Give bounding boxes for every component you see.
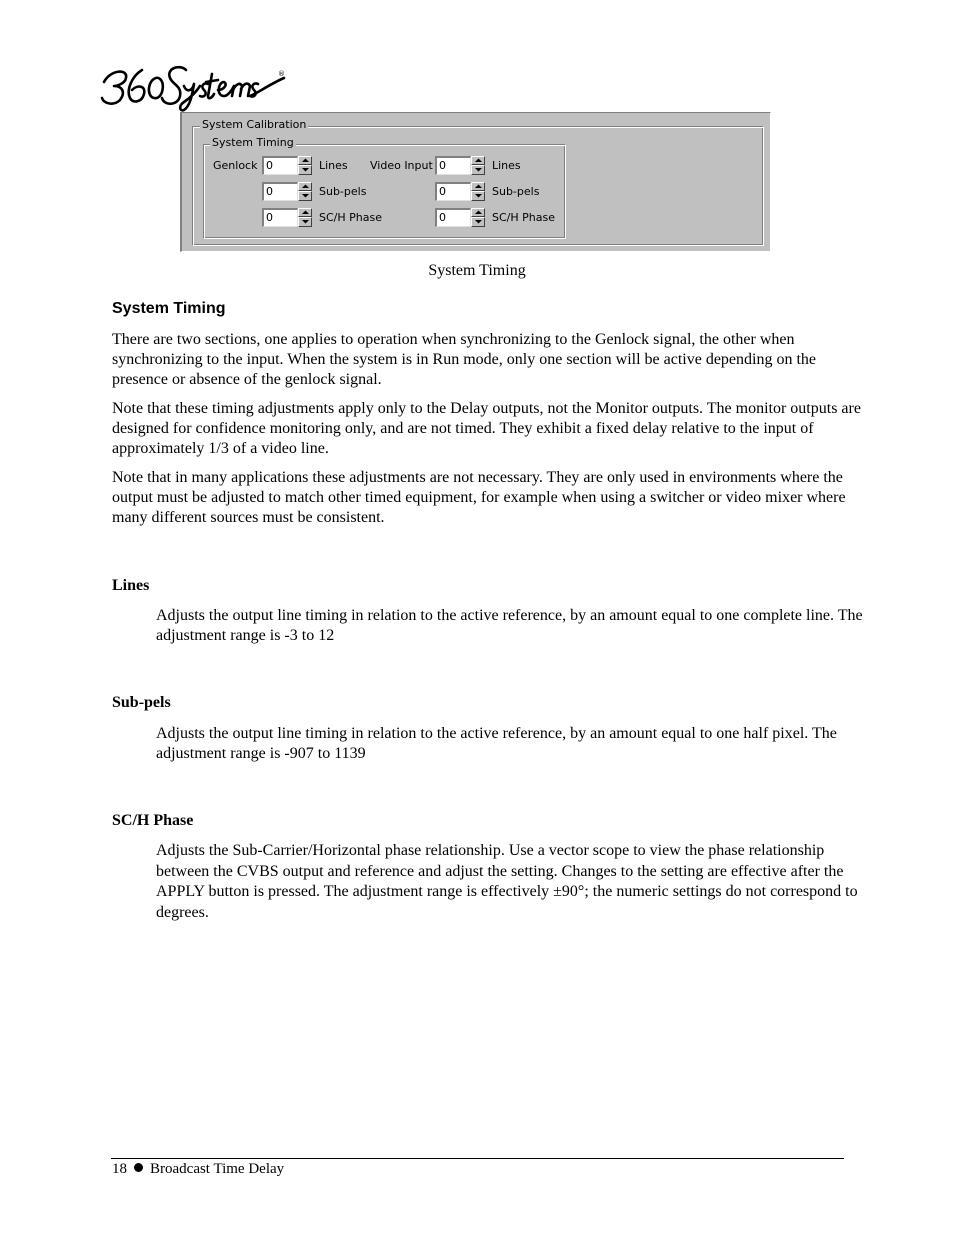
video-input-lines-spinner[interactable] bbox=[435, 156, 485, 175]
arrow-down-icon bbox=[302, 167, 309, 172]
spin-up-button[interactable] bbox=[298, 182, 312, 191]
arrow-up-icon bbox=[302, 184, 309, 189]
subheading-subpels: Sub-pels bbox=[112, 694, 171, 711]
arrow-down-icon bbox=[302, 219, 309, 224]
video-input-lines-input[interactable]: 0 bbox=[435, 156, 471, 175]
spin-up-button[interactable] bbox=[471, 156, 485, 165]
genlock-subpels-input[interactable]: 0 bbox=[262, 182, 298, 201]
page-footer bbox=[112, 1160, 284, 1178]
arrow-up-icon bbox=[475, 210, 482, 215]
system-timing-title: System Timing bbox=[212, 136, 294, 149]
system-calibration-title: System Calibration bbox=[202, 118, 307, 131]
spin-up-button[interactable] bbox=[471, 208, 485, 217]
footer-rule bbox=[111, 1158, 844, 1159]
spin-down-button[interactable] bbox=[471, 191, 485, 201]
video-input-subpels-unit: Sub-pels bbox=[492, 185, 540, 198]
spin-up-button[interactable] bbox=[298, 208, 312, 217]
spin-down-button[interactable] bbox=[471, 165, 485, 175]
video-input-sch-phase-spinner[interactable] bbox=[435, 208, 485, 227]
arrow-up-icon bbox=[302, 158, 309, 163]
spin-down-button[interactable] bbox=[298, 217, 312, 227]
subheading-sch-phase: SC/H Phase bbox=[112, 812, 194, 829]
spin-down-button[interactable] bbox=[298, 165, 312, 175]
paragraph: Note that in many applications these adjustments are not necessary. They are only used in environments where the output must be adjusted to match other timed equipment, for example when using a switcher or video mixer where many different sources must be consistent. bbox=[112, 469, 846, 526]
arrow-down-icon bbox=[475, 219, 482, 224]
system-calibration-panel bbox=[180, 112, 771, 252]
sch-phase-description: Adjusts the Sub-Carrier/Horizontal phase relationship. Use a vector scope to view the phase relationship between the CVBS output and reference and adjust the setting. Changes to the setting are effective after the APPLY button is pressed. The adjustment range is effectively ±90°; the numeric settings do not correspond to degrees. bbox=[156, 842, 858, 922]
genlock-subpels-spinner[interactable] bbox=[262, 182, 312, 201]
subpels-description: Adjusts the output line timing in relation to the active reference, by an amount equal to one half pixel. The adjustment range is -907 to 1139 bbox=[156, 725, 837, 762]
bullet-icon bbox=[134, 1163, 143, 1172]
arrow-down-icon bbox=[302, 193, 309, 198]
lines-description: Adjusts the output line timing in relation to the active reference, by an amount equal to one complete line. The adjustment range is -3 to 12 bbox=[156, 607, 863, 644]
video-input-label: Video Input bbox=[370, 159, 433, 172]
spin-up-button[interactable] bbox=[298, 156, 312, 165]
video-input-subpels-input[interactable]: 0 bbox=[435, 182, 471, 201]
footer-title: Broadcast Time Delay bbox=[150, 1161, 285, 1177]
genlock-subpels-unit: Sub-pels bbox=[319, 185, 367, 198]
spin-down-button[interactable] bbox=[471, 217, 485, 227]
company-logo: ® bbox=[100, 56, 290, 112]
genlock-sch-phase-unit: SC/H Phase bbox=[319, 211, 382, 224]
arrow-down-icon bbox=[475, 167, 482, 172]
arrow-up-icon bbox=[302, 210, 309, 215]
spin-up-button[interactable] bbox=[471, 182, 485, 191]
video-input-sch-phase-unit: SC/H Phase bbox=[492, 211, 555, 224]
genlock-lines-spinner[interactable] bbox=[262, 156, 312, 175]
paragraph: There are two sections, one applies to operation when synchronizing to the Genlock signal, the other when synchronizing to the input. When the system is in Run mode, only one section will be active depending on the presence or absence of the genlock signal. bbox=[112, 331, 817, 388]
arrow-up-icon bbox=[475, 158, 482, 163]
genlock-sch-phase-spinner[interactable] bbox=[262, 208, 312, 227]
arrow-down-icon bbox=[475, 193, 482, 198]
genlock-label: Genlock bbox=[213, 159, 258, 172]
video-input-lines-unit: Lines bbox=[492, 159, 521, 172]
video-input-sch-phase-input[interactable]: 0 bbox=[435, 208, 471, 227]
figure-caption: System Timing bbox=[428, 262, 526, 279]
section-heading: System Timing bbox=[112, 300, 226, 317]
paragraph: Note that these timing adjustments apply only to the Delay outputs, not the Monitor outputs. The monitor outputs are designed for confidence monitoring only, and are not timed. They exhibit a fixed delay relative to the input of approximately 1/3 of a video line. bbox=[112, 400, 861, 457]
video-input-subpels-spinner[interactable] bbox=[435, 182, 485, 201]
genlock-lines-input[interactable]: 0 bbox=[262, 156, 298, 175]
spin-down-button[interactable] bbox=[298, 191, 312, 201]
genlock-sch-phase-input[interactable]: 0 bbox=[262, 208, 298, 227]
subheading-lines: Lines bbox=[112, 577, 150, 594]
genlock-lines-unit: Lines bbox=[319, 159, 348, 172]
page-number: 18 bbox=[112, 1161, 127, 1177]
arrow-up-icon bbox=[475, 184, 482, 189]
